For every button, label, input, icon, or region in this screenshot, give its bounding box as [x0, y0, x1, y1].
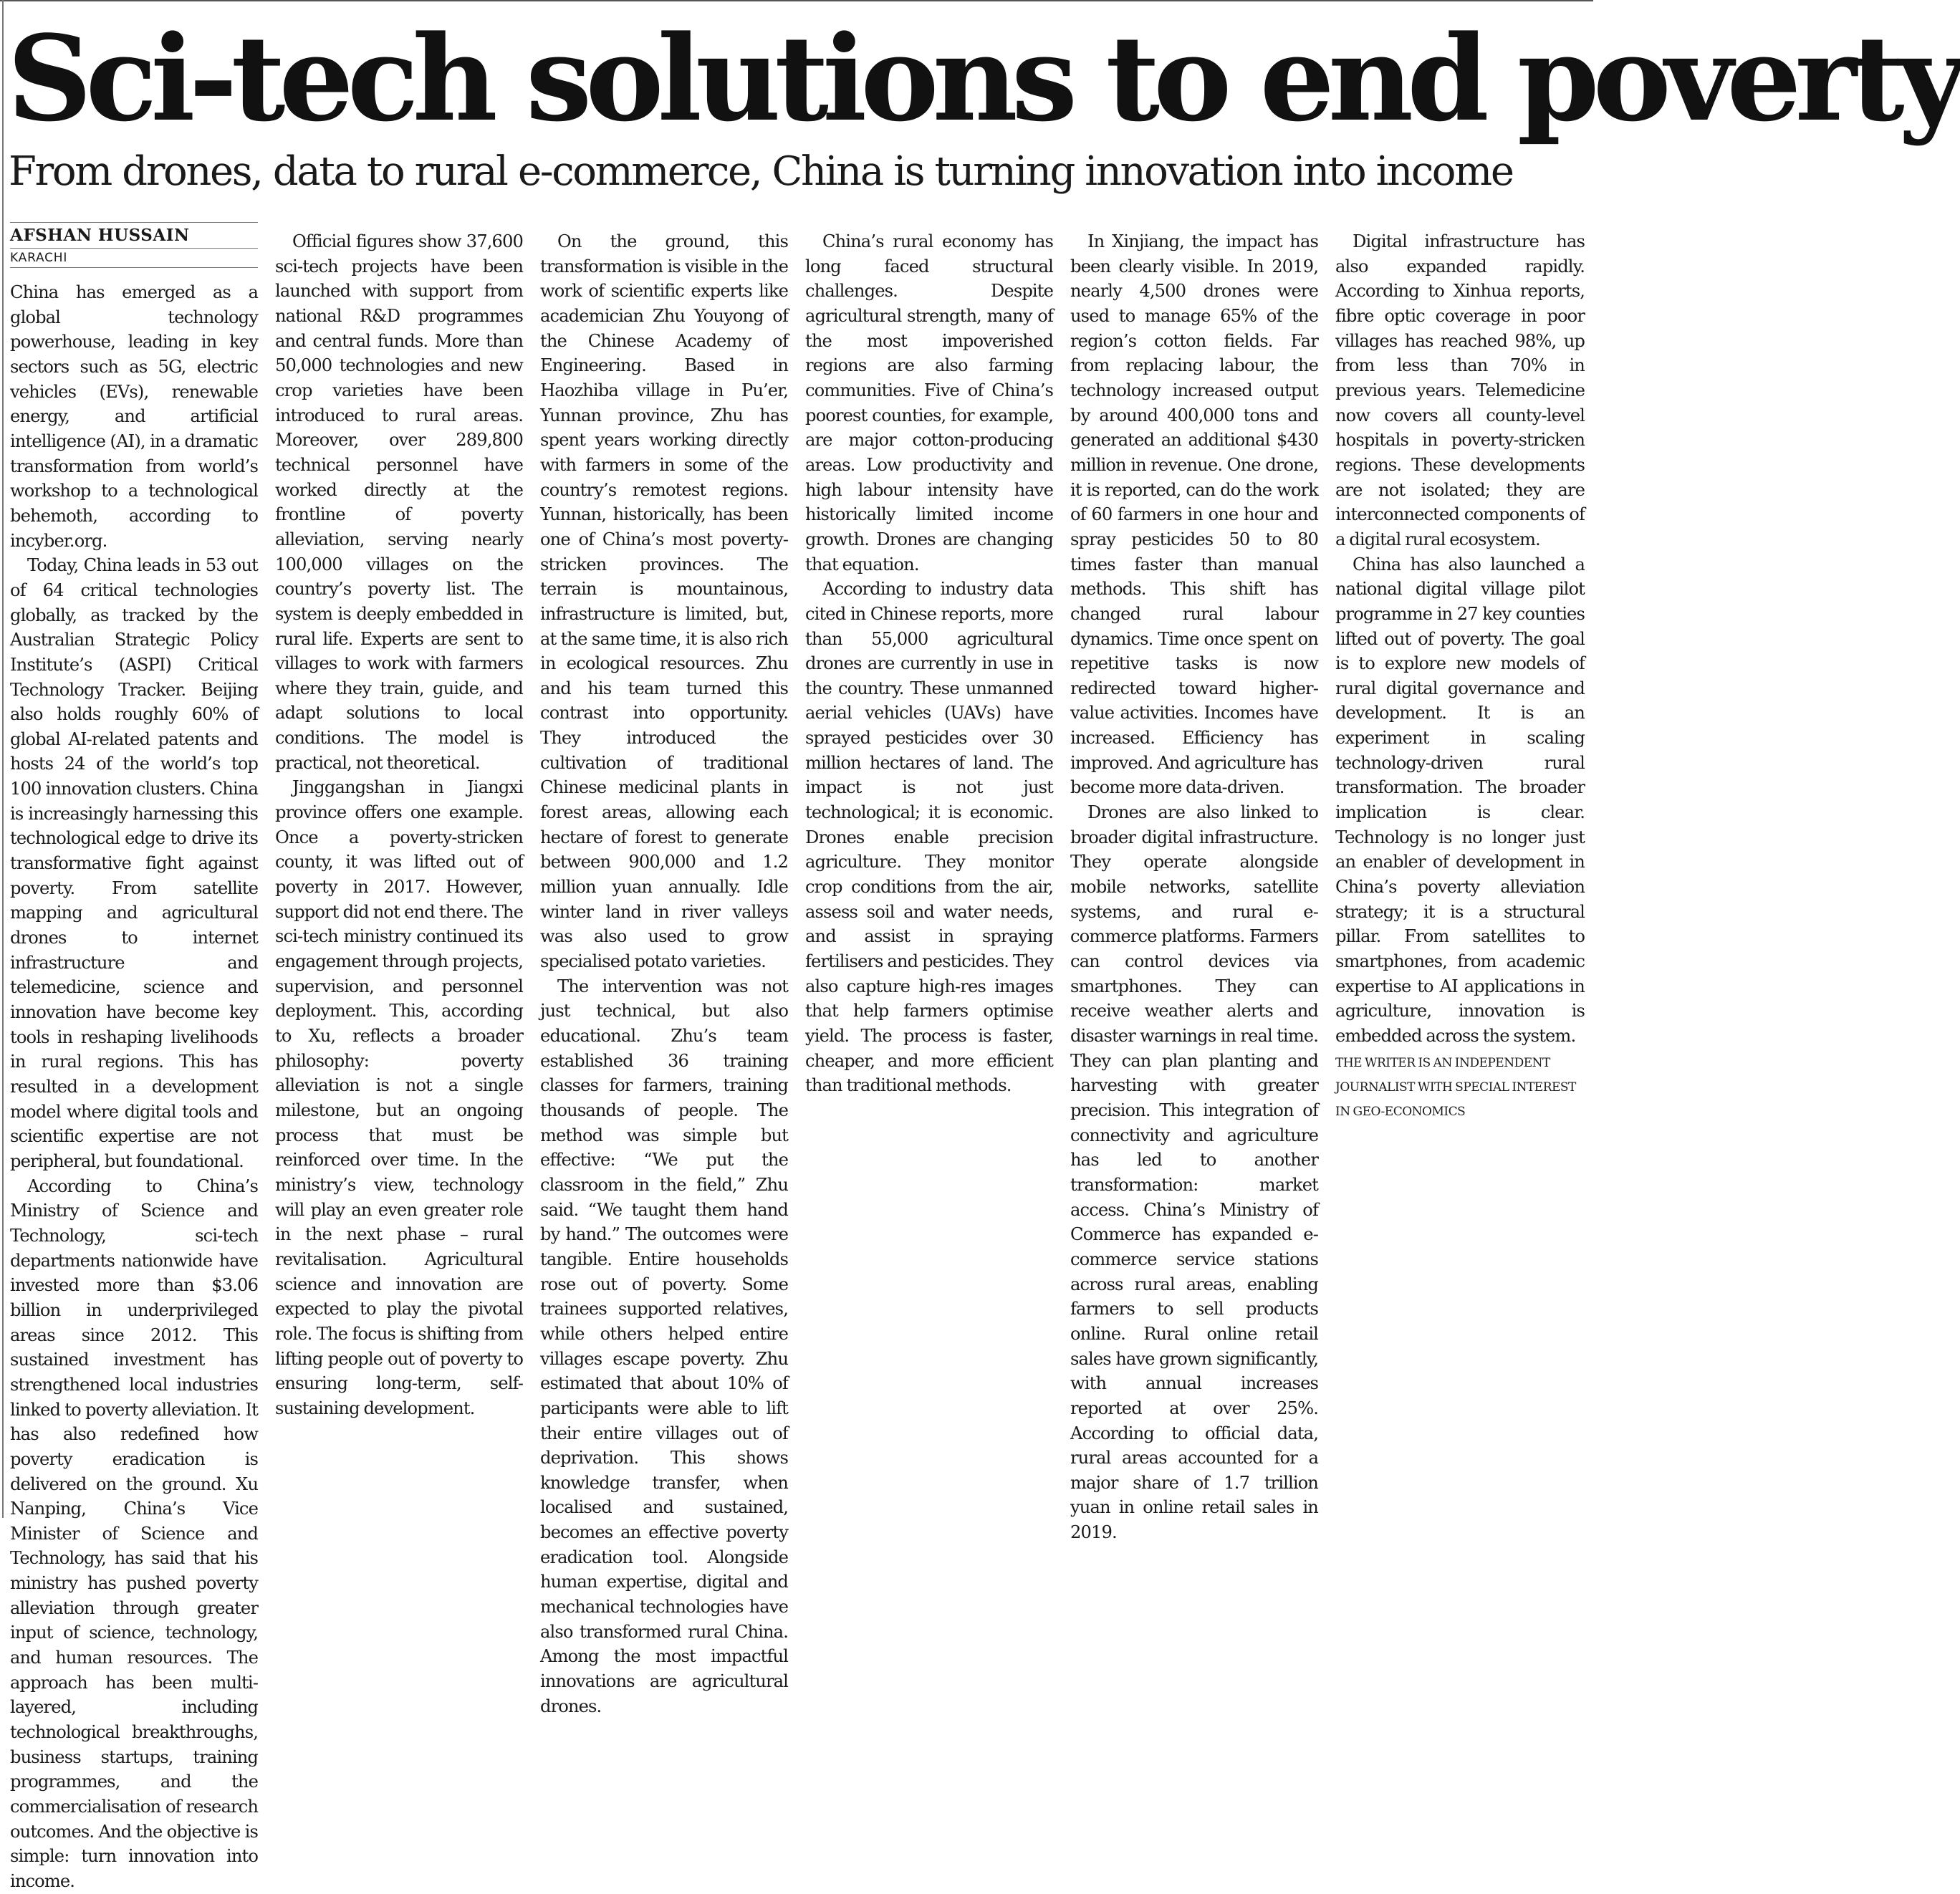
article-column-6: [1335, 229, 1585, 1504]
left-rule: [2, 0, 4, 1518]
article-column-2: [275, 229, 523, 1504]
article-paragraph: Drones are also linked to broader digital infrastructure. They operate alongside mobile networks, satellite systems, and rural e-commerce platforms. Farmers can control devices via smartphones. They can receive weather alerts and disaster warnings in real time. They can plan planting and harvesting with greater precision. This integration of connectivity and agriculture has led to another transformation: market access. China’s Ministry of Commerce has expanded e-commerce service stations across rural areas, enabling farmers to sell products online. Rural online retail sales have grown significantly, with annual increases reported at over 25%. According to official data, rural areas accounted for a major share of 1.7 trillion yuan in online retail sales in 2019.: [1070, 802, 1318, 1543]
dateline-location: KARACHI: [10, 249, 258, 268]
article-paragraph: According to industry data cited in Chinese reports, more than 55,000 agricultural drones are currently in use in the country. These unmanned aerial vehicles (UAVs) have sprayed pesticides over 30 million hectares of land. The impact is not just technological; it is economic. Drones enable precision agriculture. They monitor crop conditions from the air, assess soil and water needs, and assist in spraying fertilisers and pesticides. They also capture high-res images that help farmers optimise yield. The process is faster, cheaper, and more efficient than traditional methods.: [805, 579, 1053, 1096]
article-column-3: [540, 229, 788, 1716]
writer-note: THE WRITER IS AN INDEPENDENT JOURNALIST WITH SPECIAL INTEREST IN GEO-ECONOMICS: [1335, 1055, 1576, 1119]
article-paragraph: Official figures show 37,600 sci-tech projects have been launched with support from national R&D programmes and central funds. More than 50,000 technologies and new crop varieties have been introduced to rural areas. Moreover, over 289,800 technical personnel have worked directly at the frontline of poverty alleviation, serving nearly 100,000 villages on the country’s poverty list. The system is deeply embedded in rural life. Experts are sent to villages to work with farmers where they train, guide, and adapt solutions to local conditions. The model is practical, not theoretical.: [275, 231, 523, 773]
subheadline: From drones, data to rural e-commerce, China is turning innovation into income: [9, 148, 1513, 195]
headline: Sci-tech solutions to end poverty: [7, 9, 1960, 148]
article-paragraph: China has emerged as a global technology powerhouse, leading in key sectors such as 5G, electric vehicles (EVs), renewable energy, and artificial intelligence (AI), in a dramatic transformation from world’s workshop to a technological behemoth, according to incyber.org.: [10, 282, 258, 551]
article-paragraph: Digital infrastructure has also expanded rapidly. According to Xinhua reports, fibre optic coverage in poor villages has reached 98%, up from less than 70% in previous years. Telemedicine now covers all county-level hospitals in poverty-stricken regions. These developments are not isolated; they are interconnected components of a digital rural ecosystem.: [1335, 231, 1585, 549]
byline: [10, 222, 258, 268]
article-paragraph: China has also launched a national digital village pilot programme in 27 key counties lifted out of poverty. The goal is to explore new models of rural digital governance and development. It is an experiment in scaling technology-driven rural transformation. The broader implication is clear. Technology is no longer just an enabler of development in China’s poverty alleviation strategy; it is a structural pillar. From satellites to smartphones, from academic expertise to AI applications in agriculture, innovation is embedded across the system.: [1335, 554, 1585, 1046]
article-paragraph: Jinggangshan in Jiangxi province offers one example. Once a poverty-stricken county, it was lifted out of poverty in 2017. However, support did not end there. The sci-tech ministry continued its engagement through projects, supervision, and personnel deployment. This, according to Xu, reflects a broader philosophy: poverty alleviation is not a single milestone, but an ongoing process that must be reinforced over time. In the ministry’s view, technology will play an even greater role in the next phase – rural revitalisation. Agricultural science and innovation are expected to play the pivotal role. The focus is shifting from lifting people out of poverty to ensuring long-term, self-sustaining development.: [275, 777, 523, 1418]
article-column-1: [10, 280, 258, 1891]
article-paragraph: In Xinjiang, the impact has been clearly visible. In 2019, nearly 4,500 drones were used to manage 65% of the region’s cotton fields. Far from replacing labour, the technology increased output by around 400,000 tons and generated an additional $430 million in revenue. One drone, it is reported, can do the work of 60 farmers in one hour and spray pesticides 50 to 80 times faster than manual methods. This shift has changed rural labour dynamics. Time once spent on repetitive tasks is now redirected toward higher-value activities. Incomes have increased. Efficiency has improved. And agriculture has become more data-driven.: [1070, 231, 1318, 798]
top-rule: [0, 0, 1593, 1]
article-paragraph: According to China’s Ministry of Science and Technology, sci-tech departments nationwide have invested more than $3.06 billion in underprivileged areas since 2012. This sustained investment has strengthened local industries linked to poverty alleviation. It has also redefined how poverty eradication is delivered on the ground. Xu Nanping, China’s Vice Minister of Science and Technology, has said that his ministry has pushed poverty alleviation through greater input of science, technology, and human resources. The approach has been multi-layered, including technological breakthroughs, business startups, training programmes, and the commercialisation of research outcomes. And the objective is simple: turn innovation into income.: [10, 1176, 258, 1891]
article-paragraph: On the ground, this transformation is visible in the work of scientific experts like academician Zhu Youyong of the Chinese Academy of Engineering. Based in Haozhiba village in Pu’er, Yunnan province, Zhu has spent years working directly with farmers in some of the country’s remotest regions. Yunnan, historically, has been one of China’s most poverty-stricken provinces. The terrain is mountainous, infrastructure is limited, but, at the same time, it is also rich in ecological resources. Zhu and his team turned this contrast into opportunity. They introduced the cultivation of traditional Chinese medicinal plants in forest areas, allowing each hectare of forest to generate between 900,000 and 1.2 million yuan annually. Idle winter land in river valleys was also used to grow specialised potato varieties.: [540, 231, 788, 972]
article-column-4: [805, 229, 1053, 1504]
author-name: AFSHAN HUSSAIN: [10, 223, 258, 249]
article-paragraph: China’s rural economy has long faced structural challenges. Despite agricultural strength, many of the most impoverished regions are also farming communities. Five of China’s poorest counties, for example, are major cotton-producing areas. Low productivity and high labour intensity have historically limited income growth. Drones are changing that equation.: [805, 231, 1053, 575]
article-paragraph: The intervention was not just technical, but also educational. Zhu’s team established 36 training classes for farmers, training thousands of people. The method was simple but effective: “We put the classroom in the field,” Zhu said. “We taught them hand by hand.” The outcomes were tangible. Entire households rose out of poverty. Some trainees supported relatives, while others helped entire villages escape poverty. Zhu estimated that about 10% of participants were able to lift their entire villages out of deprivation. This shows knowledge transfer, when localised and sustained, becomes an effective poverty eradication tool. Alongside human expertise, digital and mechanical technologies have also transformed rural China. Among the most impactful innovations are agricultural drones.: [540, 976, 788, 1716]
article-column-5: [1070, 229, 1318, 1543]
article-paragraph: Today, China leads in 53 out of 64 critical technologies globally, as tracked by the Australian Strategic Policy Institute’s (ASPI) Critical Technology Tracker. Beijing also holds roughly 60% of global AI-related patents and hosts 24 of the world’s top 100 innovation clusters. China is increasingly harnessing this technological edge to drive its transformative fight against poverty. From satellite mapping and agricultural drones to internet infrastructure and telemedicine, science and innovation have become key tools in reshaping livelihoods in rural regions. This has resulted in a development model where digital tools and scientific expertise are not peripheral, but foundational.: [10, 555, 258, 1171]
